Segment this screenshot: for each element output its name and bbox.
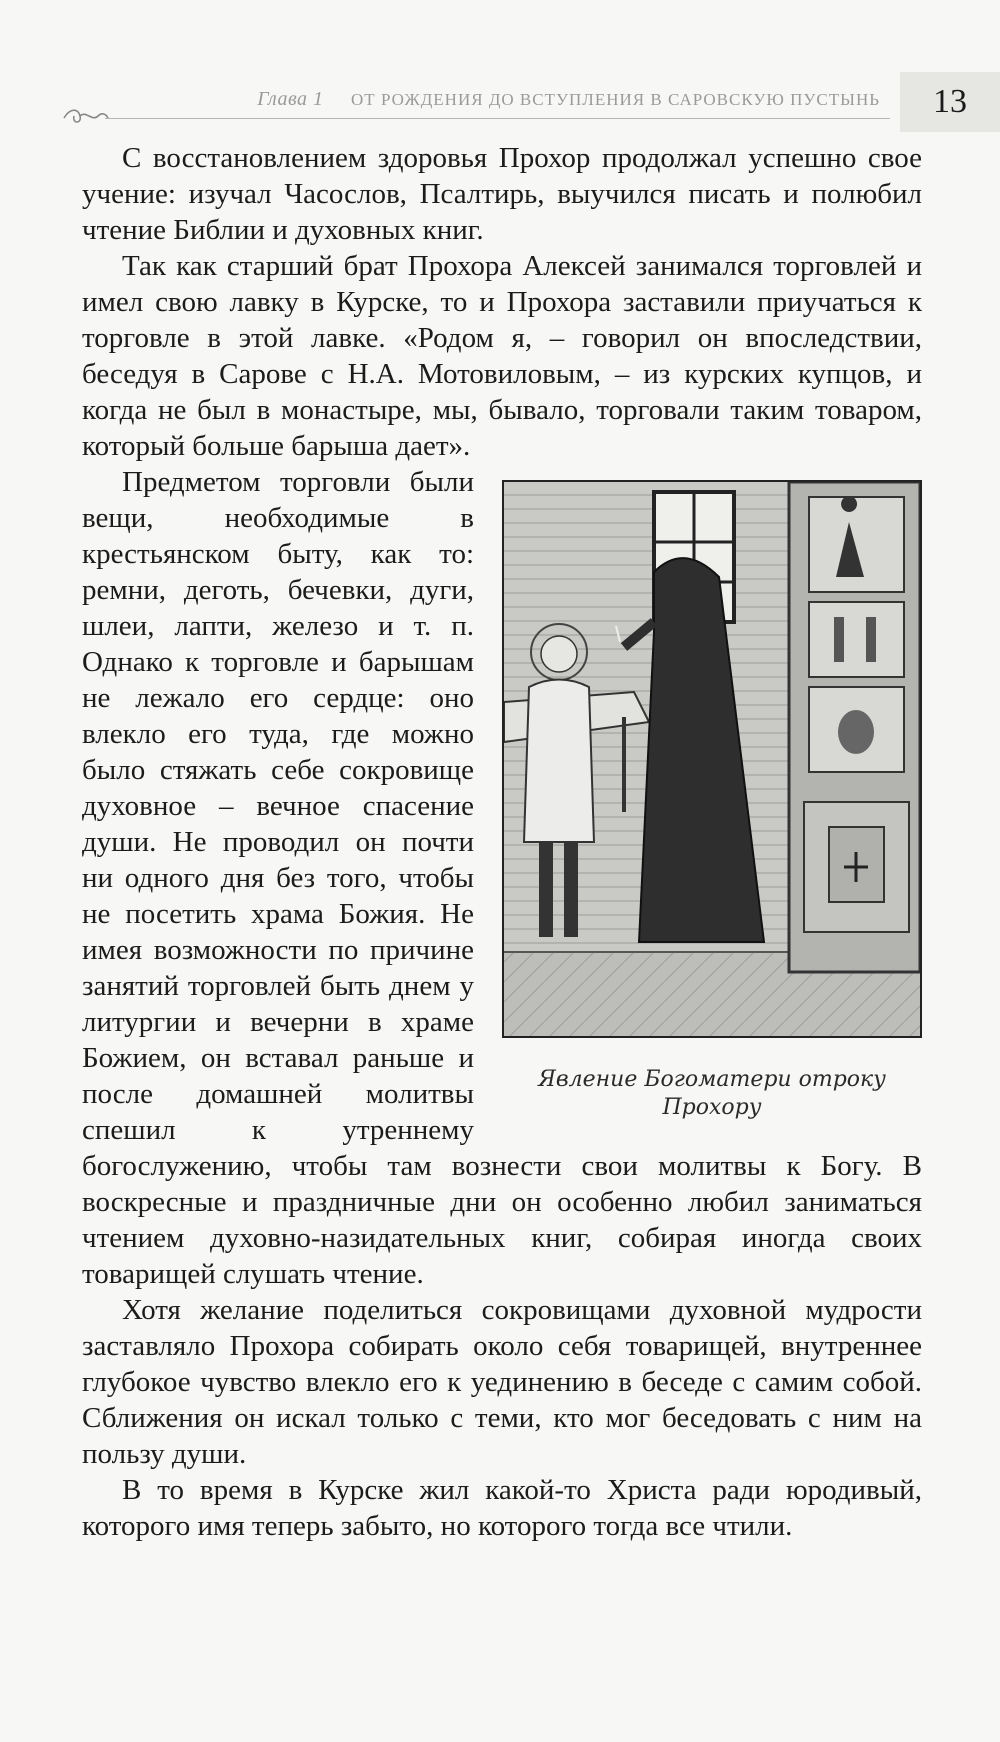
paragraph: Предметом торговли были вещи, необходимые в крестьянском быту, как то: ремни, деготь, бечевки, дуги, шлеи, лапти, железо и т. п. Однако к торговле и барышам не лежало его сердце: оно влекло его туда, где можно было стяжать себе сокровище духовное – вечное спасение души. Не проводил он почти ни одного дня без того, чтобы не посетить храма Божия. Не имея возможности по причине занятий торговлей быть днем у литургии и вечерни в храме Божием, он вставал раньше и после домашней молитвы спешил к утреннему богослужению, чтобы там вознести свои молитвы к Богу. В воскресные и праздничные дни он особенно любил заниматься чтением духовно-назидательных книг, собирая иногда своих товарищей слушать чтение. (82, 466, 922, 1290)
flourish-ornament-icon (62, 104, 110, 128)
illustration (502, 480, 922, 1038)
page-number: 13 (900, 72, 1000, 132)
paragraph: Хотя желание поделиться сокровищами духовной мудрости заставляло Прохора собирать около себя товарищей, внутреннее глубокое чувство влекло его к уединению в беседе с самим собой. Сближения он искал только с теми, кто мог беседовать с ним на пользу души. (82, 1294, 922, 1470)
page-header (0, 0, 1000, 130)
running-head (257, 88, 880, 111)
header-rule (105, 118, 890, 119)
paragraph: С восстановлением здоровья Прохор продолжал успешно свое учение: изучал Часослов, Псалтирь, выучился писать и полюбил чтение Библии и духовных книг. (82, 142, 922, 246)
engraving-image (504, 482, 920, 1036)
chapter-title: ОТ РОЖДЕНИЯ ДО ВСТУПЛЕНИЯ В САРОВСКУЮ ПУСТЫНЬ (351, 90, 880, 109)
paragraph: Так как старший брат Прохора Алексей занимался торговлей и имел свою лавку в Курске, то и Прохора заставили приучаться к торговле в этой лавке. «Родом я, – говорил он впоследствии, беседуя в Сарове с Н.А. Мотовиловым, – из курских купцов, и когда не был в монастыре, мы, бывало, торговали таким товаром, который больше барыша дает». (82, 250, 922, 462)
chapter-label: Глава 1 (257, 88, 324, 110)
body-text (82, 140, 922, 1544)
paragraph: В то время в Курске жил какой-то Христа ради юродивый, которого имя теперь забыто, но которого тогда все чтили. (82, 1474, 922, 1542)
figure-caption: Явление Богоматери отроку Прохору (538, 1067, 886, 1120)
figure (502, 480, 922, 1122)
